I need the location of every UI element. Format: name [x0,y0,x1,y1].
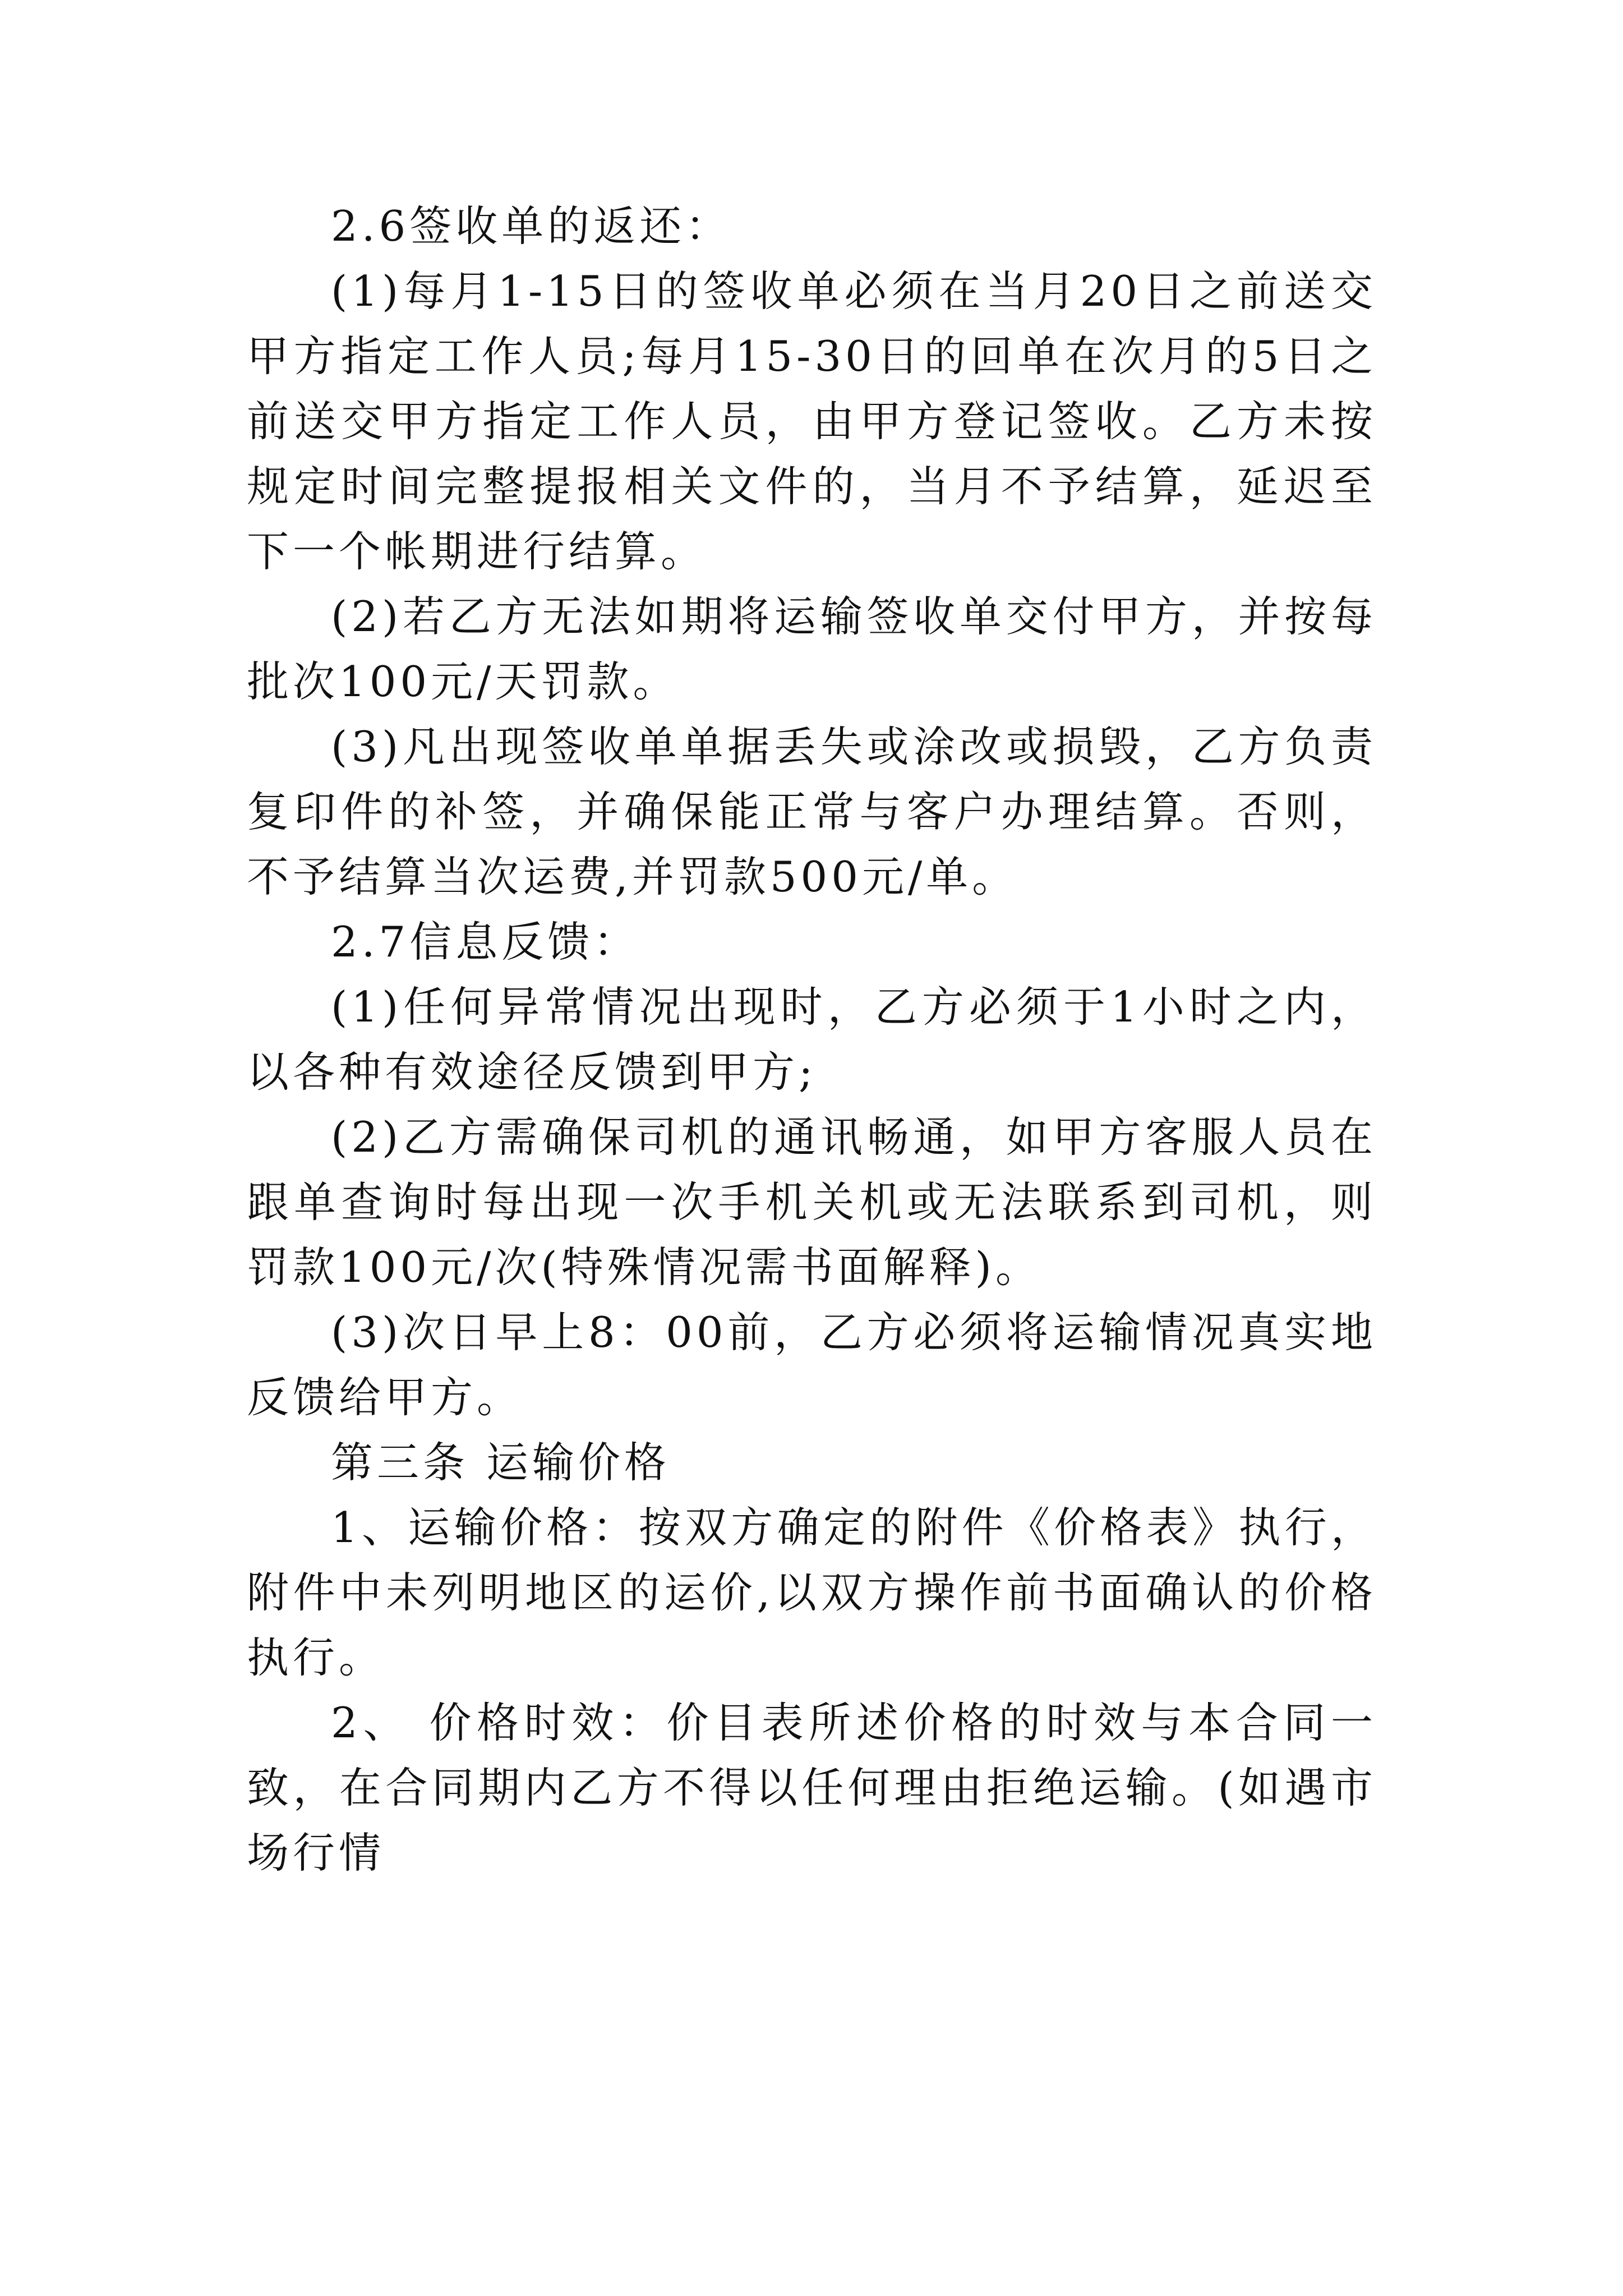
article-heading-3: 第三条 运输价格 [331,1438,670,1487]
paragraph-3-2: 2、 价格时效：价目表所述价格的时效与本合同一致，在合同期内乙方不得以任何理由拒绝运输。(如遇市场行情 [247,1698,1377,1878]
document-body [247,194,1377,1885]
paragraph-2-6-2: (2)若乙方无法如期将运输签收单交付甲方，并按每批次100元/天罚款。 [247,592,1377,706]
paragraph-2-7-2: (2)乙方需确保司机的通讯畅通，如甲方客服人员在跟单查询时每出现一次手机关机或无法联系到司机，则罚款100元/次(特殊情况需书面解释)。 [247,1112,1377,1292]
section-heading-2-7: 2.7信息反馈： [331,917,640,967]
paragraph-2-7-3: (3)次日早上8：00前，乙方必须将运输情况真实地反馈给甲方。 [247,1308,1377,1422]
paragraph-2-6-3: (3)凡出现签收单单据丢失或涂改或损毁，乙方负责复印件的补签，并确保能正常与客户办理结算。否则，不予结算当次运费,并罚款500元/单。 [247,722,1377,901]
section-heading-2-6: 2.6签收单的返还： [331,201,732,251]
paragraph-2-6-1: (1)每月1-15日的签收单必须在当月20日之前送交甲方指定工作人员;每月15-30日的回单在次月的5日之前送交甲方指定工作人员，由甲方登记签收。乙方未按规定时间完整提报相关文件的，当月不予结算，延迟至下一个帐期进行结算。 [247,266,1377,576]
paragraph-3-1: 1、运输价格：按双方确定的附件《价格表》执行，附件中未列明地区的运价,以双方操作前书面确认的价格执行。 [247,1503,1377,1682]
paragraph-2-7-1: (1)任何异常情况出现时，乙方必须于1小时之内，以各种有效途径反馈到甲方; [247,982,1377,1097]
